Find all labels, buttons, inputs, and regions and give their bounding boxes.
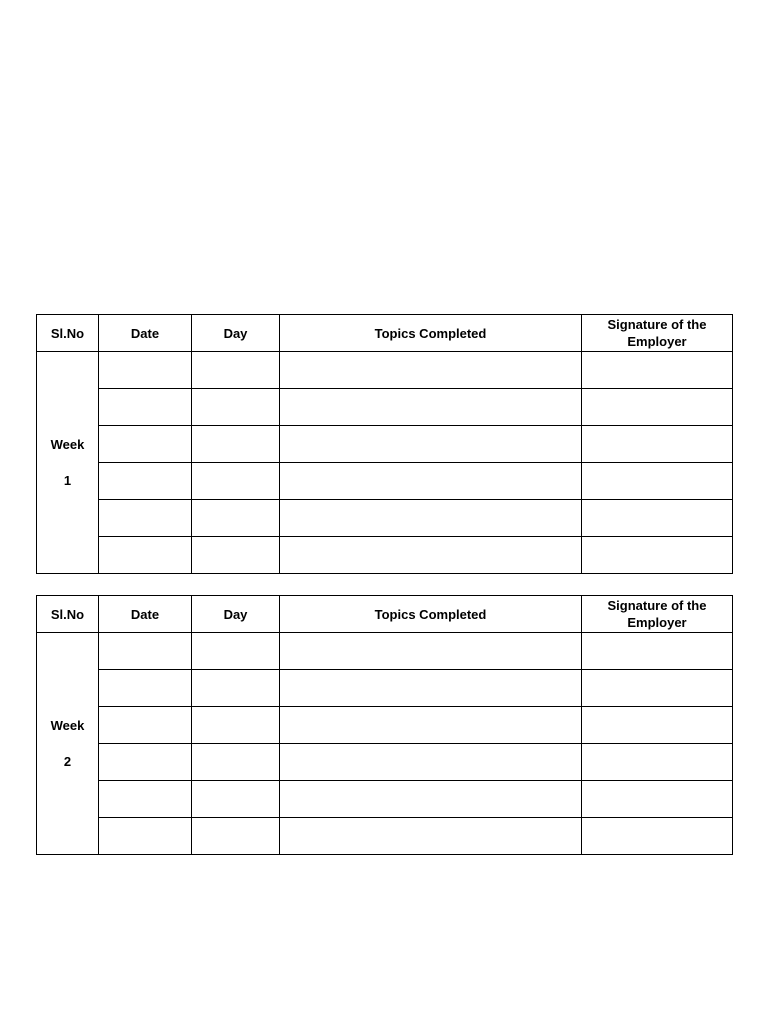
slno-header: Sl.No [37, 596, 99, 633]
day-cell[interactable] [192, 670, 280, 707]
week-2-log-table [36, 595, 733, 855]
table-row [37, 352, 733, 389]
topics-cell[interactable] [280, 463, 582, 500]
date-header: Date [99, 596, 192, 633]
signature-header-line-1: Signature of the [607, 598, 707, 613]
topics-cell[interactable] [280, 707, 582, 744]
table-row [37, 818, 733, 855]
day-cell[interactable] [192, 500, 280, 537]
week-label: Week [50, 717, 85, 733]
signature-cell[interactable] [582, 537, 733, 574]
header-row [37, 596, 733, 633]
signature-header [582, 315, 733, 352]
topics-cell[interactable] [280, 781, 582, 818]
topics-completed-header: Topics Completed [280, 315, 582, 352]
signature-cell[interactable] [582, 707, 733, 744]
week-label: Week [50, 436, 85, 452]
signature-header [582, 596, 733, 633]
date-cell[interactable] [99, 744, 192, 781]
day-cell[interactable] [192, 352, 280, 389]
topics-cell[interactable] [280, 426, 582, 463]
week-number: 2 [63, 753, 72, 769]
signature-cell[interactable] [582, 389, 733, 426]
date-cell[interactable] [99, 426, 192, 463]
table-row [37, 781, 733, 818]
day-header: Day [192, 315, 280, 352]
header-row [37, 315, 733, 352]
slno-header: Sl.No [37, 315, 99, 352]
table-row [37, 389, 733, 426]
signature-cell[interactable] [582, 426, 733, 463]
day-cell[interactable] [192, 389, 280, 426]
date-cell[interactable] [99, 500, 192, 537]
date-cell[interactable] [99, 463, 192, 500]
day-cell[interactable] [192, 537, 280, 574]
signature-cell[interactable] [582, 670, 733, 707]
signature-cell[interactable] [582, 463, 733, 500]
topics-cell[interactable] [280, 352, 582, 389]
table-row [37, 707, 733, 744]
table-row [37, 633, 733, 670]
signature-cell[interactable] [582, 352, 733, 389]
table-row [37, 744, 733, 781]
day-cell[interactable] [192, 818, 280, 855]
topics-cell[interactable] [280, 389, 582, 426]
signature-cell[interactable] [582, 781, 733, 818]
week-1-log-table [36, 314, 733, 574]
signature-cell[interactable] [582, 818, 733, 855]
date-cell[interactable] [99, 352, 192, 389]
date-cell[interactable] [99, 707, 192, 744]
date-cell[interactable] [99, 670, 192, 707]
day-cell[interactable] [192, 633, 280, 670]
day-cell[interactable] [192, 426, 280, 463]
day-cell[interactable] [192, 744, 280, 781]
day-cell[interactable] [192, 463, 280, 500]
day-header: Day [192, 596, 280, 633]
date-cell[interactable] [99, 781, 192, 818]
day-cell[interactable] [192, 707, 280, 744]
topics-cell[interactable] [280, 818, 582, 855]
table-row [37, 500, 733, 537]
date-header: Date [99, 315, 192, 352]
signature-cell[interactable] [582, 500, 733, 537]
date-cell[interactable] [99, 389, 192, 426]
table-row [37, 463, 733, 500]
signature-cell[interactable] [582, 633, 733, 670]
topics-cell[interactable] [280, 744, 582, 781]
week-cell [37, 633, 99, 855]
date-cell[interactable] [99, 537, 192, 574]
date-cell[interactable] [99, 818, 192, 855]
table-row [37, 426, 733, 463]
date-cell[interactable] [99, 633, 192, 670]
day-cell[interactable] [192, 781, 280, 818]
topics-cell[interactable] [280, 500, 582, 537]
topics-cell[interactable] [280, 633, 582, 670]
table-row [37, 670, 733, 707]
signature-cell[interactable] [582, 744, 733, 781]
topics-completed-header: Topics Completed [280, 596, 582, 633]
week-cell [37, 352, 99, 574]
topics-cell[interactable] [280, 537, 582, 574]
week-number: 1 [63, 472, 72, 488]
table-row [37, 537, 733, 574]
signature-header-line-1: Signature of the [607, 317, 707, 332]
signature-header-line-2: Employer [627, 334, 687, 349]
signature-header-line-2: Employer [627, 615, 687, 630]
topics-cell[interactable] [280, 670, 582, 707]
